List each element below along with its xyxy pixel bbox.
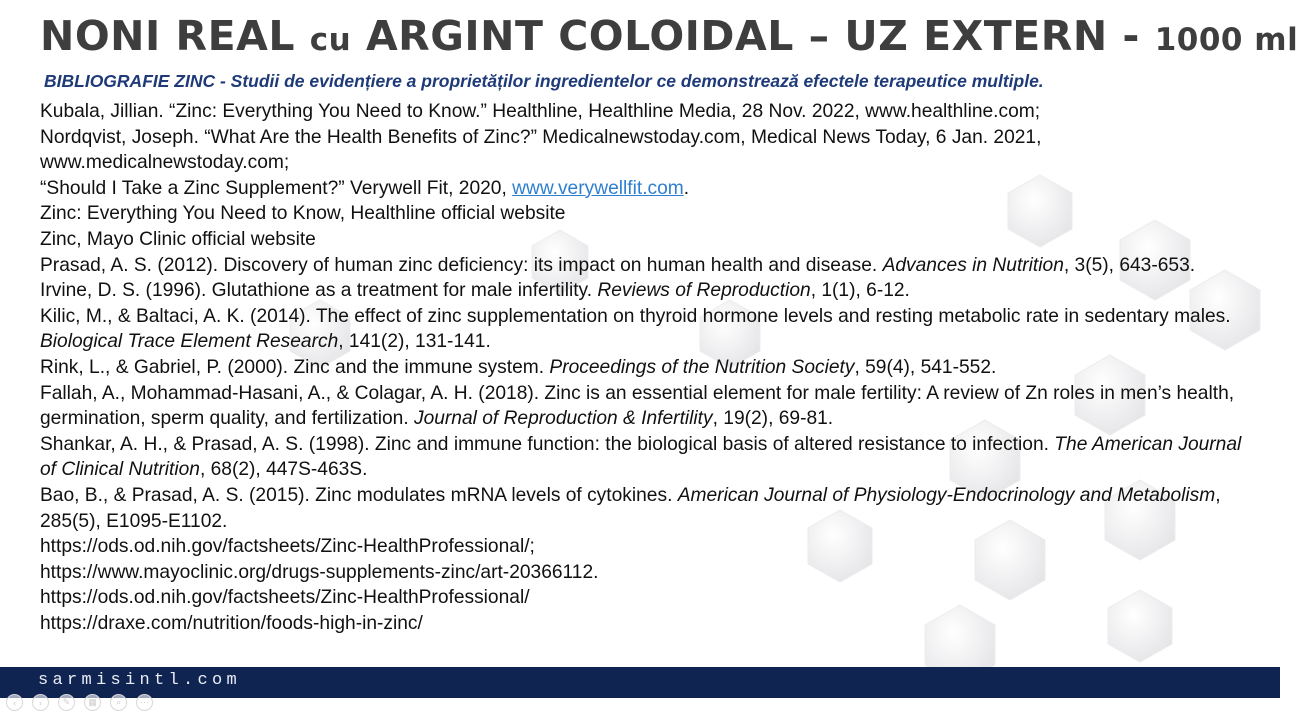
- reference-text: , 141(2), 131-141.: [338, 331, 491, 353]
- reference-url: https://www.mayoclinic.org/drugs-supplements-zinc/art-20366112.: [40, 561, 599, 583]
- reference-item: [40, 227, 1255, 253]
- reference-item: [40, 125, 1255, 176]
- reference-text: Kilic, M., & Baltaci, A. K. (2014). The effect of zinc supplementation on thyroid hormone levels and resting metabolic rate in sedentary males.: [40, 305, 1231, 327]
- reference-text: Nordqvist, Joseph. “What Are the Health Benefits of Zinc?” Medicalnewstoday.com, Medical News Today, 6 Jan. 2021, www.medicalnewstoday.com;: [40, 126, 1042, 174]
- reference-item: [40, 176, 1255, 202]
- reference-list: [40, 99, 1255, 636]
- reference-url: https://ods.od.nih.gov/factsheets/Zinc-HealthProfessional/: [40, 587, 530, 609]
- reference-text: Zinc, Mayo Clinic official website: [40, 228, 316, 250]
- reference-text: .: [683, 177, 690, 199]
- title-connector: cu: [309, 22, 352, 58]
- reference-item: [40, 355, 1255, 381]
- reference-item: [40, 432, 1255, 483]
- journal-title: The American Journal of Clinical Nutrition: [40, 433, 1242, 481]
- title-product: ARGINT COLOIDAL – UZ EXTERN -: [351, 12, 1155, 60]
- reference-item: [40, 99, 1255, 125]
- subtitle: BIBLIOGRAFIE ZINC - Studii de evidențiere a proprietăților ingredientelor ce demonstrează efectele terapeutice multiple.: [44, 71, 1044, 91]
- reference-text: Shankar, A. H., & Prasad, A. S. (1998). Zinc and immune function: the biological basis of altered resistance to infection.: [40, 433, 1055, 455]
- reference-text: , 285(5), E1095-E1102.: [40, 484, 1221, 532]
- reference-text: , 3(5), 643-653.: [1063, 254, 1196, 276]
- reference-item: [40, 483, 1255, 534]
- footer-bar: [0, 667, 1280, 698]
- reference-url: https://ods.od.nih.gov/factsheets/Zinc-HealthProfessional/;: [40, 536, 535, 558]
- reference-item: [40, 560, 1255, 586]
- reference-item: [40, 534, 1255, 560]
- zoom-icon[interactable]: ⌕: [110, 694, 127, 711]
- reference-item: [40, 611, 1255, 637]
- title-volume: 1000 ml: [1154, 22, 1298, 58]
- reference-text: Rink, L., & Gabriel, P. (2000). Zinc and the immune system.: [40, 356, 550, 378]
- reference-item: [40, 585, 1255, 611]
- reference-item: [40, 381, 1255, 432]
- slides-icon[interactable]: ▦: [84, 694, 101, 711]
- journal-title: Biological Trace Element Research: [40, 331, 339, 353]
- title-main: NONI REAL: [40, 12, 310, 60]
- journal-title: Advances in Nutrition: [882, 254, 1064, 276]
- more-icon[interactable]: ⋯: [136, 694, 153, 711]
- reference-text: , 68(2), 447S-463S.: [199, 459, 368, 481]
- reference-text: , 1(1), 6-12.: [810, 280, 910, 302]
- reference-text: , 59(4), 541-552.: [854, 356, 997, 378]
- journal-title: Journal of Reproduction & Infertility: [413, 408, 713, 430]
- slide-toolbar: [6, 694, 153, 711]
- reference-text: Prasad, A. S. (2012). Discovery of human zinc deficiency: its impact on human health and disease.: [40, 254, 883, 276]
- reference-item: [40, 253, 1255, 279]
- reference-text: Irvine, D. S. (1996). Glutathione as a treatment for male infertility.: [40, 280, 598, 302]
- prev-icon[interactable]: ‹: [6, 694, 23, 711]
- reference-text: Bao, B., & Prasad, A. S. (2015). Zinc modulates mRNA levels of cytokines.: [40, 484, 678, 506]
- reference-item: [40, 278, 1255, 304]
- reference-item: [40, 304, 1255, 355]
- next-icon[interactable]: ›: [32, 694, 49, 711]
- journal-title: Reviews of Reproduction: [597, 280, 811, 302]
- reference-text: “Should I Take a Zinc Supplement?” Verywell Fit, 2020,: [40, 177, 513, 199]
- reference-text: Zinc: Everything You Need to Know, Healthline official website: [40, 203, 566, 225]
- journal-title: American Journal of Physiology-Endocrinology and Metabolism: [677, 484, 1216, 506]
- pen-icon[interactable]: ✎: [58, 694, 75, 711]
- reference-text: Fallah, A., Mohammad-Hasani, A., & Colagar, A. H. (2018). Zinc is an essential element for male fertility: A review of Zn roles in men’s health, germination, sperm quality, and fertilization.: [40, 382, 1235, 430]
- reference-url: https://draxe.com/nutrition/foods-high-in-zinc/: [40, 612, 423, 634]
- reference-item: [40, 201, 1255, 227]
- verywellfit-link[interactable]: www.verywellfit.com: [512, 177, 684, 199]
- reference-text: , 19(2), 69-81.: [712, 408, 834, 430]
- footer-site: sarmisintl.com: [38, 671, 242, 690]
- page-title: [40, 10, 1298, 66]
- reference-text: Kubala, Jillian. “Zinc: Everything You Need to Know.” Healthline, Healthline Media, 28 Nov. 2022, www.healthline.com;: [40, 101, 1041, 122]
- journal-title: Proceedings of the Nutrition Society: [549, 356, 855, 378]
